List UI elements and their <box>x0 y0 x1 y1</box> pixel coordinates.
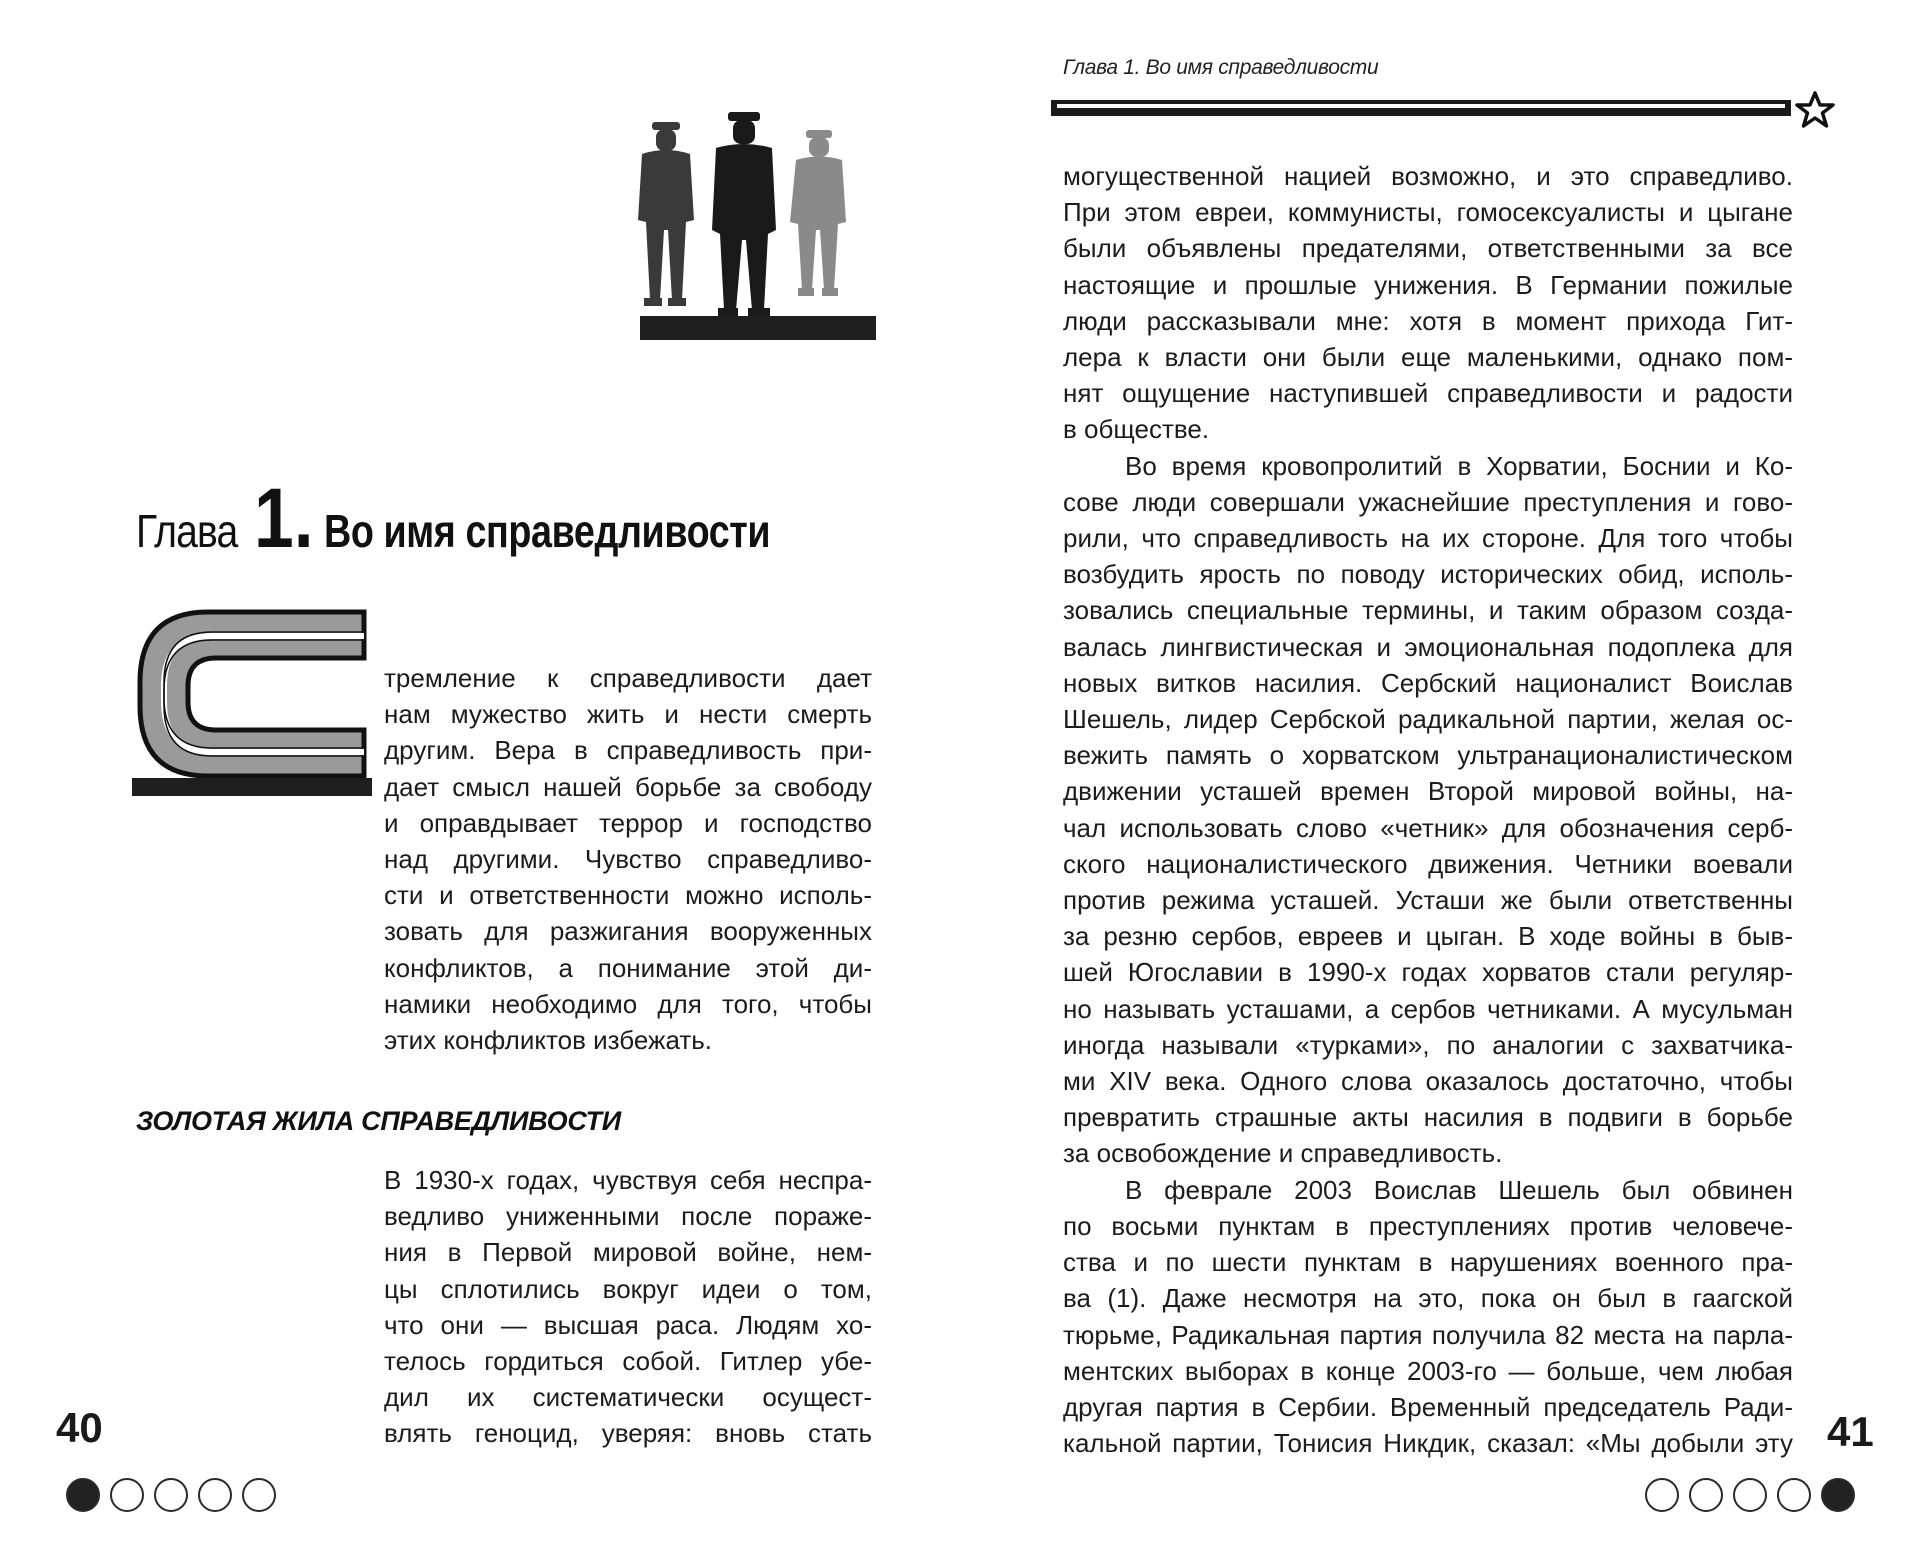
text-line: за резню сербов, евреев и цыган. В ходе войны в быв- <box>1063 921 1793 952</box>
text-line: другим. Вера в справедливость при- <box>384 735 872 766</box>
chapter-heading <box>136 470 868 567</box>
text-line: движении усташей времен Второй мировой войны, на- <box>1063 776 1793 807</box>
text-line: кальной партии, Тонисия Никдик, сказал: «Мы добыли эту <box>1063 1428 1793 1459</box>
text-line: новых витков насилия. Сербский националист Воислав <box>1063 667 1793 698</box>
text-line: При этом евреи, коммунисты, гомосексуалисты и цыгане <box>1063 197 1793 228</box>
soldier-left <box>638 122 694 306</box>
text-line: намики необходимо для того, чтобы <box>384 988 872 1019</box>
soldier-right <box>790 130 846 296</box>
text-line: влять геноцид, уверяя: вновь стать <box>384 1418 872 1449</box>
text-line: ми XIV века. Одного слова оказалось достаточно, чтобы <box>1063 1066 1793 1097</box>
text-line: над другими. Чувство справедливо- <box>384 844 872 875</box>
text-line: что они — высшая раса. Людям хо- <box>384 1309 872 1340</box>
progress-dot-empty <box>1645 1478 1679 1512</box>
header-rule <box>1051 96 1791 118</box>
soldier-middle <box>712 112 776 317</box>
text-line: тремление к справедливости дает <box>384 663 872 693</box>
text-line: могущественной нацией возможно, и это справедливо. <box>1063 161 1793 191</box>
chapter-title: Во имя справедливости <box>324 505 771 557</box>
text-line: зовать для разжигания вооруженных <box>384 916 872 947</box>
page-number-right: 41 <box>1827 1408 1874 1455</box>
chapter-number: 1. <box>253 471 314 565</box>
text-line: чал использовать слово «четник» для обозначения серб- <box>1063 812 1793 843</box>
text-line: дает смысл нашей борьбе за свободу <box>384 771 872 802</box>
progress-dot-empty <box>1733 1478 1767 1512</box>
text-line: люди рассказывали мне: хотя в момент прихода Гит- <box>1063 305 1793 336</box>
text-line: валась лингвистическая и эмоциональная подоплека для <box>1063 631 1793 662</box>
text-line: по восьми пунктам в преступлениях против человече- <box>1063 1210 1793 1241</box>
dropcap-letter-text: С <box>132 617 134 619</box>
text-line: ведливо униженными после пораже- <box>384 1201 872 1232</box>
star-icon <box>1795 90 1835 130</box>
soldiers-illustration <box>628 110 888 342</box>
text-line: цы сплотились вокруг идеи о том, <box>384 1273 872 1304</box>
text-line: нам мужество жить и нести смерть <box>384 699 872 730</box>
dropcap-letter <box>132 606 372 796</box>
text-line: дил их систематически осущест- <box>384 1382 872 1413</box>
text-line: лера к власти они были еще маленькими, однако пом- <box>1063 342 1793 373</box>
text-line: ния в Первой мировой войне, нем- <box>384 1237 872 1268</box>
text-line: телось гордиться собой. Гитлер убе- <box>384 1346 872 1377</box>
progress-dot-empty <box>1777 1478 1811 1512</box>
text-line: возбудить ярость по поводу исторических обид, исполь- <box>1063 559 1793 590</box>
text-line: ства и по шести пунктам в нарушениях военного пра- <box>1063 1247 1793 1278</box>
text-line: ва (1). Даже несмотря на это, пока он был в гаагской <box>1063 1283 1793 1314</box>
text-line: этих конфликтов избежать. <box>384 1025 713 1056</box>
text-line: сове люди совершали ужаснейшие преступления и гово- <box>1063 486 1793 517</box>
text-line: нят ощущение наступившей справедливости и радости <box>1063 378 1793 409</box>
text-line: сти и ответственности можно исполь- <box>384 880 872 911</box>
progress-dot-empty <box>110 1478 144 1512</box>
text-line: настоящие и прошлые унижения. В Германии пожилые <box>1063 269 1793 300</box>
text-line: Во время кровопролитий в Хорватии, Боснии и Ко- <box>1125 450 1793 481</box>
text-line: Шешель, лидер Сербской радикальной партии, желая ос- <box>1063 704 1793 735</box>
text-line: превратить страшные акты насилия в подвиги в борьбе <box>1063 1102 1793 1133</box>
page-number-left: 40 <box>56 1404 103 1451</box>
text-line: рили, что справедливость на их стороне. Для того чтобы <box>1063 523 1793 554</box>
progress-dot-empty <box>1689 1478 1723 1512</box>
progress-dot-empty <box>198 1478 232 1512</box>
right-page <box>957 0 1914 1548</box>
text-line: тюрьме, Радикальная партия получила 82 места на парла- <box>1063 1319 1793 1350</box>
text-line: были объявлены предателями, ответственными за все <box>1063 233 1793 264</box>
chapter-label: Глава <box>136 505 238 557</box>
progress-dot-filled <box>66 1478 100 1512</box>
text-line: ментских выборах в конце 2003-го — больше, чем любая <box>1063 1355 1793 1386</box>
text-line: против режима усташей. Усташи же были ответственны <box>1063 885 1793 916</box>
text-line: другая партия в Сербии. Временный председатель Ради- <box>1063 1391 1793 1422</box>
text-line: и оправдывает террор и господство <box>384 807 872 838</box>
text-line: в обществе. <box>1063 414 1210 445</box>
progress-dot-filled <box>1821 1478 1855 1512</box>
progress-dots-left <box>66 1478 276 1512</box>
text-line: зовались специальные термины, и таким образом созда- <box>1063 595 1793 626</box>
text-line: В феврале 2003 Воислав Шешель был обвинен <box>1125 1174 1793 1205</box>
progress-dot-empty <box>242 1478 276 1512</box>
running-head: Глава 1. Во имя справедливости <box>1063 56 1379 79</box>
text-line: за освобождение и справедливость. <box>1063 1138 1503 1169</box>
text-line: шей Югославии в 1990-х годах хорватов стали регуляр- <box>1063 957 1793 988</box>
text-line: ского националистического движения. Четники воевали <box>1063 848 1793 879</box>
progress-dot-empty <box>154 1478 188 1512</box>
section-heading: ЗОЛОТАЯ ЖИЛА СПРАВЕДЛИВОСТИ <box>136 1106 621 1136</box>
text-line: иногда называли «турками», по аналогии с захватчика- <box>1063 1029 1793 1060</box>
text-line: В 1930-х годах, чувствуя себя неспра- <box>384 1165 872 1195</box>
progress-dots-right <box>1645 1478 1855 1512</box>
right-page-text <box>1063 158 1793 1461</box>
text-line: но называть усташами, а сербов четниками. А мусульман <box>1063 993 1793 1024</box>
intro-paragraph <box>384 660 872 1058</box>
section-paragraph <box>384 1162 872 1452</box>
text-line: вежить память о хорватском ультранационалистическом <box>1063 740 1793 771</box>
text-line: конфликтов, а понимание этой ди- <box>384 952 872 983</box>
